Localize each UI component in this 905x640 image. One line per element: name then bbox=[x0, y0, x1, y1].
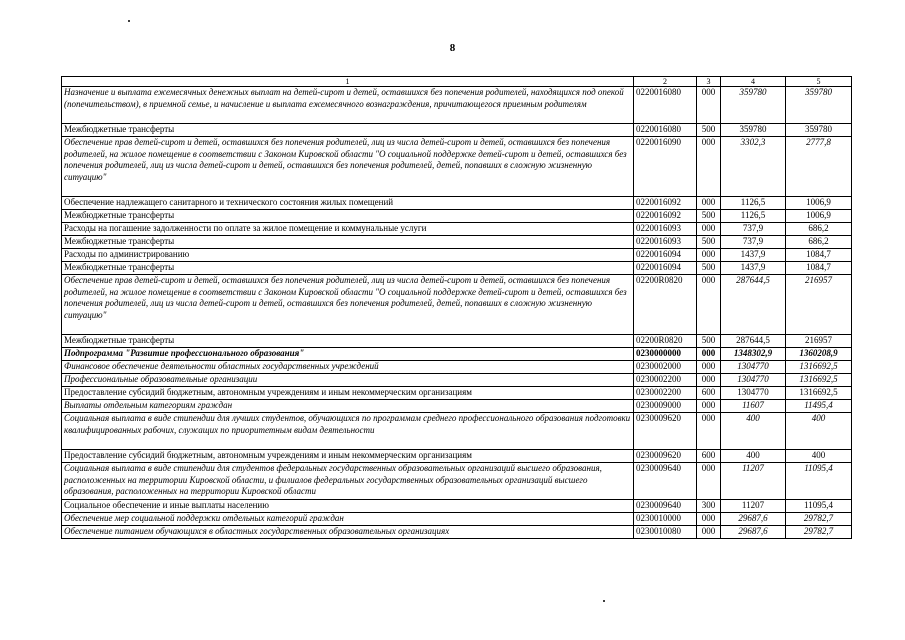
row-value-col4: 737,9 bbox=[721, 223, 786, 236]
row-value-col4: 11607 bbox=[721, 400, 786, 413]
row-value-col4: 1126,5 bbox=[721, 197, 786, 210]
row-value-col4: 1437,9 bbox=[721, 249, 786, 262]
row-code: 0220016092 bbox=[634, 197, 697, 210]
row-value-col5: 216957 bbox=[786, 335, 852, 348]
row-value-col4: 1437,9 bbox=[721, 262, 786, 275]
row-code: 0230009640 bbox=[634, 463, 697, 500]
row-value-col4: 287644,5 bbox=[721, 275, 786, 335]
table-row bbox=[62, 223, 852, 236]
row-expense-type: 000 bbox=[697, 348, 721, 361]
row-description: Социальная выплата в виде стипендии для студентов федеральных государственных образовательных организаций высшего образования, расположенных на территории Кировской области, и филиалов федеральных государственных образовательных организаций высшего образования, расположенных на территории Кировской области bbox=[62, 463, 634, 500]
column-number-1: 1 bbox=[62, 77, 634, 87]
row-value-col4: 11207 bbox=[721, 463, 786, 500]
budget-table bbox=[61, 76, 852, 539]
row-value-col4: 1304770 bbox=[721, 361, 786, 374]
row-description: Расходы на погашение задолженности по оплате за жилое помещение и коммунальные услуги bbox=[62, 223, 634, 236]
table-row bbox=[62, 197, 852, 210]
row-code: 0230009640 bbox=[634, 500, 697, 513]
scan-speck bbox=[603, 600, 605, 602]
row-value-col4: 1348302,9 bbox=[721, 348, 786, 361]
row-description: Обеспечение мер социальной поддержки отдельных категорий граждан bbox=[62, 513, 634, 526]
row-value-col4: 1304770 bbox=[721, 387, 786, 400]
row-value-col5: 400 bbox=[786, 413, 852, 450]
row-value-col5: 686,2 bbox=[786, 223, 852, 236]
column-number-2: 2 bbox=[634, 77, 697, 87]
row-value-col5: 216957 bbox=[786, 275, 852, 335]
row-code: 0220016093 bbox=[634, 223, 697, 236]
row-code: 0220016094 bbox=[634, 249, 697, 262]
row-description: Социальная выплата в виде стипендии для лучших студентов, обучающихся по программам среднего профессионального образования подготовки квалифицированных рабочих, служащих по приоритетным видам деятельности bbox=[62, 413, 634, 450]
row-code: 02200R0820 bbox=[634, 335, 697, 348]
row-description: Расходы по администрированию bbox=[62, 249, 634, 262]
column-number-3: 3 bbox=[697, 77, 721, 87]
row-code: 0220016090 bbox=[634, 137, 697, 197]
row-expense-type: 000 bbox=[697, 87, 721, 124]
row-value-col4: 3302,3 bbox=[721, 137, 786, 197]
row-code: 0220016093 bbox=[634, 236, 697, 249]
table-row bbox=[62, 400, 852, 413]
row-expense-type: 500 bbox=[697, 262, 721, 275]
table-row bbox=[62, 262, 852, 275]
row-description: Предоставление субсидий бюджетным, автономным учреждениям и иным некоммерческим организациям bbox=[62, 450, 634, 463]
row-value-col4: 29687,6 bbox=[721, 513, 786, 526]
table-row bbox=[62, 387, 852, 400]
row-code: 0230009620 bbox=[634, 413, 697, 450]
row-value-col5: 1316692,5 bbox=[786, 387, 852, 400]
table-row bbox=[62, 210, 852, 223]
table-row bbox=[62, 124, 852, 137]
row-code: 02200R0820 bbox=[634, 275, 697, 335]
row-code: 0230002000 bbox=[634, 361, 697, 374]
row-description: Межбюджетные трансферты bbox=[62, 236, 634, 249]
row-value-col5: 1006,9 bbox=[786, 210, 852, 223]
row-value-col4: 287644,5 bbox=[721, 335, 786, 348]
row-value-col5: 1084,7 bbox=[786, 262, 852, 275]
row-expense-type: 000 bbox=[697, 463, 721, 500]
row-expense-type: 600 bbox=[697, 450, 721, 463]
row-expense-type: 000 bbox=[697, 197, 721, 210]
row-value-col4: 737,9 bbox=[721, 236, 786, 249]
row-value-col4: 400 bbox=[721, 450, 786, 463]
row-description: Обеспечение питанием обучающихся в областных государственных образовательных организациях bbox=[62, 526, 634, 539]
row-value-col5: 11095,4 bbox=[786, 463, 852, 500]
table-row bbox=[62, 526, 852, 539]
row-expense-type: 500 bbox=[697, 335, 721, 348]
row-value-col5: 686,2 bbox=[786, 236, 852, 249]
row-value-col4: 359780 bbox=[721, 124, 786, 137]
row-description: Межбюджетные трансферты bbox=[62, 210, 634, 223]
row-expense-type: 000 bbox=[697, 275, 721, 335]
row-code: 0220016080 bbox=[634, 87, 697, 124]
table-row bbox=[62, 87, 852, 124]
row-value-col4: 29687,6 bbox=[721, 526, 786, 539]
column-number-row bbox=[62, 77, 852, 87]
table-row bbox=[62, 137, 852, 197]
row-value-col4: 1304770 bbox=[721, 374, 786, 387]
row-description: Межбюджетные трансферты bbox=[62, 335, 634, 348]
row-value-col4: 1126,5 bbox=[721, 210, 786, 223]
row-code: 0230009620 bbox=[634, 450, 697, 463]
row-expense-type: 000 bbox=[697, 249, 721, 262]
row-expense-type: 000 bbox=[697, 137, 721, 197]
table-row bbox=[62, 450, 852, 463]
table-row bbox=[62, 413, 852, 450]
row-value-col5: 11495,4 bbox=[786, 400, 852, 413]
row-expense-type: 500 bbox=[697, 210, 721, 223]
row-code: 0230002200 bbox=[634, 374, 697, 387]
row-value-col5: 1006,9 bbox=[786, 197, 852, 210]
row-description: Предоставление субсидий бюджетным, автономным учреждениям и иным некоммерческим организациям bbox=[62, 387, 634, 400]
row-description: Обеспечение прав детей-сирот и детей, оставшихся без попечения родителей, лиц из числа детей-сирот и детей, оставшихся без попечения родителей, на жилое помещение в соответствии с Законом Кировской области "О социальной поддержке детей-сирот и детей, оставшихся без попечения родителей, лиц из числа детей-сирот и детей, оставшихся без попечения родителей, детей, попавших в сложную жизненную ситуацию" bbox=[62, 275, 634, 335]
row-expense-type: 500 bbox=[697, 236, 721, 249]
row-code: 0220016092 bbox=[634, 210, 697, 223]
table-row bbox=[62, 236, 852, 249]
row-expense-type: 500 bbox=[697, 124, 721, 137]
row-code: 0230002200 bbox=[634, 387, 697, 400]
row-expense-type: 000 bbox=[697, 361, 721, 374]
row-expense-type: 000 bbox=[697, 513, 721, 526]
row-code: 0230000000 bbox=[634, 348, 697, 361]
table-row bbox=[62, 463, 852, 500]
column-number-4: 4 bbox=[721, 77, 786, 87]
column-number-5: 5 bbox=[786, 77, 852, 87]
row-value-col4: 359780 bbox=[721, 87, 786, 124]
row-expense-type: 300 bbox=[697, 500, 721, 513]
row-value-col5: 1316692,5 bbox=[786, 374, 852, 387]
row-value-col5: 400 bbox=[786, 450, 852, 463]
row-description: Обеспечение прав детей-сирот и детей, оставшихся без попечения родителей, лиц из числа детей-сирот и детей, оставшихся без попечения родителей, на жилое помещение в соответствии с Законом Кировской области "О социальной поддержке детей-сирот и детей, оставшихся без попечения родителей, лиц из числа детей-сирот и детей, оставшихся без попечения родителей, детей, попавших в сложную жизненную ситуацию" bbox=[62, 137, 634, 197]
row-value-col5: 359780 bbox=[786, 124, 852, 137]
row-value-col5: 1316692,5 bbox=[786, 361, 852, 374]
table-row bbox=[62, 361, 852, 374]
table-row bbox=[62, 500, 852, 513]
row-description: Назначение и выплата ежемесячных денежных выплат на детей-сирот и детей, оставшихся без попечения родителей, находящихся под опекой (попечительством), в приемной семье, и начисление и выплата ежемесячного вознаграждения, причитающегося приемным родителям bbox=[62, 87, 634, 124]
row-description: Обеспечение надлежащего санитарного и технического состояния жилых помещений bbox=[62, 197, 634, 210]
row-value-col5: 359780 bbox=[786, 87, 852, 124]
row-expense-type: 000 bbox=[697, 400, 721, 413]
row-expense-type: 600 bbox=[697, 387, 721, 400]
table-row bbox=[62, 513, 852, 526]
row-description: Выплаты отдельным категориям граждан bbox=[62, 400, 634, 413]
row-description: Межбюджетные трансферты bbox=[62, 124, 634, 137]
row-value-col5: 29782,7 bbox=[786, 526, 852, 539]
row-value-col5: 11095,4 bbox=[786, 500, 852, 513]
row-code: 0220016094 bbox=[634, 262, 697, 275]
row-description: Профессиональные образовательные организации bbox=[62, 374, 634, 387]
row-expense-type: 000 bbox=[697, 526, 721, 539]
table-row bbox=[62, 249, 852, 262]
row-description: Подпрограмма "Развитие профессионального образования" bbox=[62, 348, 634, 361]
page-number: 8 bbox=[449, 42, 456, 54]
row-description: Социальное обеспечение и иные выплаты населению bbox=[62, 500, 634, 513]
row-value-col4: 11207 bbox=[721, 500, 786, 513]
row-description: Межбюджетные трансферты bbox=[62, 262, 634, 275]
row-expense-type: 000 bbox=[697, 413, 721, 450]
row-value-col5: 29782,7 bbox=[786, 513, 852, 526]
row-description: Финансовое обеспечение деятельности областных государственных учреждений bbox=[62, 361, 634, 374]
row-expense-type: 000 bbox=[697, 223, 721, 236]
row-code: 0230009000 bbox=[634, 400, 697, 413]
row-code: 0220016080 bbox=[634, 124, 697, 137]
row-code: 0230010080 bbox=[634, 526, 697, 539]
row-value-col4: 400 bbox=[721, 413, 786, 450]
table-row bbox=[62, 275, 852, 335]
row-value-col5: 1084,7 bbox=[786, 249, 852, 262]
table-row bbox=[62, 374, 852, 387]
row-code: 0230010000 bbox=[634, 513, 697, 526]
table-row bbox=[62, 348, 852, 361]
row-value-col5: 2777,8 bbox=[786, 137, 852, 197]
scan-speck bbox=[128, 20, 130, 22]
row-expense-type: 000 bbox=[697, 374, 721, 387]
row-value-col5: 1360208,9 bbox=[786, 348, 852, 361]
table-row bbox=[62, 335, 852, 348]
